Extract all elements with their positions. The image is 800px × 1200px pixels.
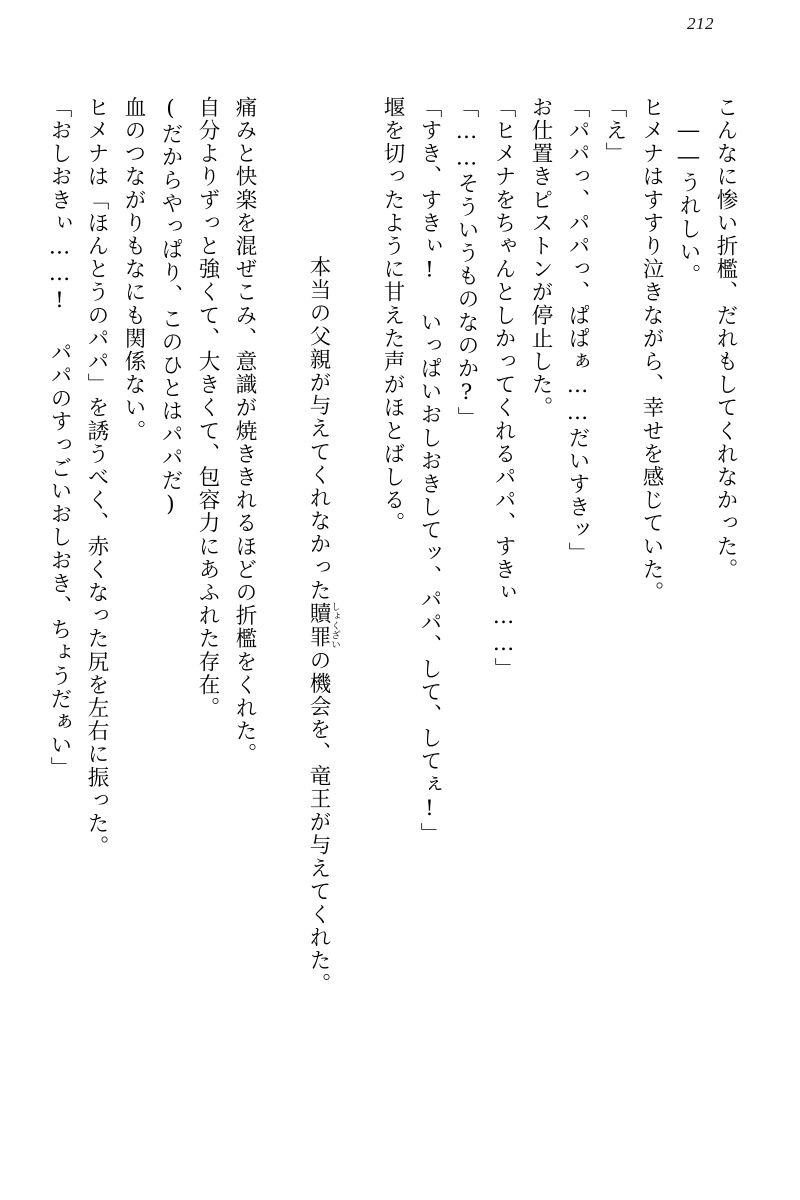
text-line: 「おしおきぃ……! パパのすっごいおしおき、ちょうだぁい」	[47, 96, 72, 780]
page-number: 212	[687, 14, 714, 33]
text-line: 「パパっ、パパっ、ぱぱぁ……だいすきッ」	[565, 96, 590, 565]
text-line: こんなに惨い折檻、だれもしてくれなかった。	[713, 96, 738, 582]
line-segment-pre: 本当の父親が与えてくれなかった	[306, 255, 331, 603]
text-line: 痛みと快楽を混ぜこみ、意識が焼ききれるほどの折檻をくれた。	[232, 96, 257, 766]
text-line: 自分よりずっと強くて、大きくて、包容力にあふれた存在。	[195, 96, 220, 720]
text-line: 「え」	[602, 96, 627, 166]
text-line: お仕置きピストンが停止した。	[528, 96, 553, 420]
text-line: 血のつながりもなにも関係ない。	[121, 96, 146, 443]
text-line: (だからやっぱり、このひとはパパだ)	[158, 96, 183, 519]
text-line: ヒメナは「ほんとうのパパ」を誘うべく、赤くなった尻を左右に振った。	[84, 96, 109, 859]
ruby-shokuzai	[306, 601, 340, 650]
text-line: 「……そういうものなのか?」	[454, 96, 479, 430]
vertical-text-body	[47, 96, 744, 1140]
line-segment-mid: の	[306, 648, 331, 673]
line-segment-kikai: 機会	[306, 672, 331, 719]
line-segment-post: を、竜王が与えてくれた。	[306, 718, 331, 996]
text-line: 堰を切ったように甘えた声がほとばしる。	[380, 96, 405, 535]
text-line: ――うれしい。	[676, 118, 701, 287]
text-line-with-ruby	[263, 96, 374, 1140]
text-line: 「すき、すきぃ! いっぱいおしおきしてッ、パパ、して、してぇ!」	[417, 96, 442, 846]
ruby-text: しょくざい	[329, 601, 340, 650]
text-line: ヒメナはすすり泣きながら、幸せを感じていた。	[639, 96, 664, 605]
ruby-base: 贖罪	[306, 601, 331, 650]
text-line: 「ヒメナをちゃんとしかってくれるパパ、すきぃ……」	[491, 96, 516, 681]
